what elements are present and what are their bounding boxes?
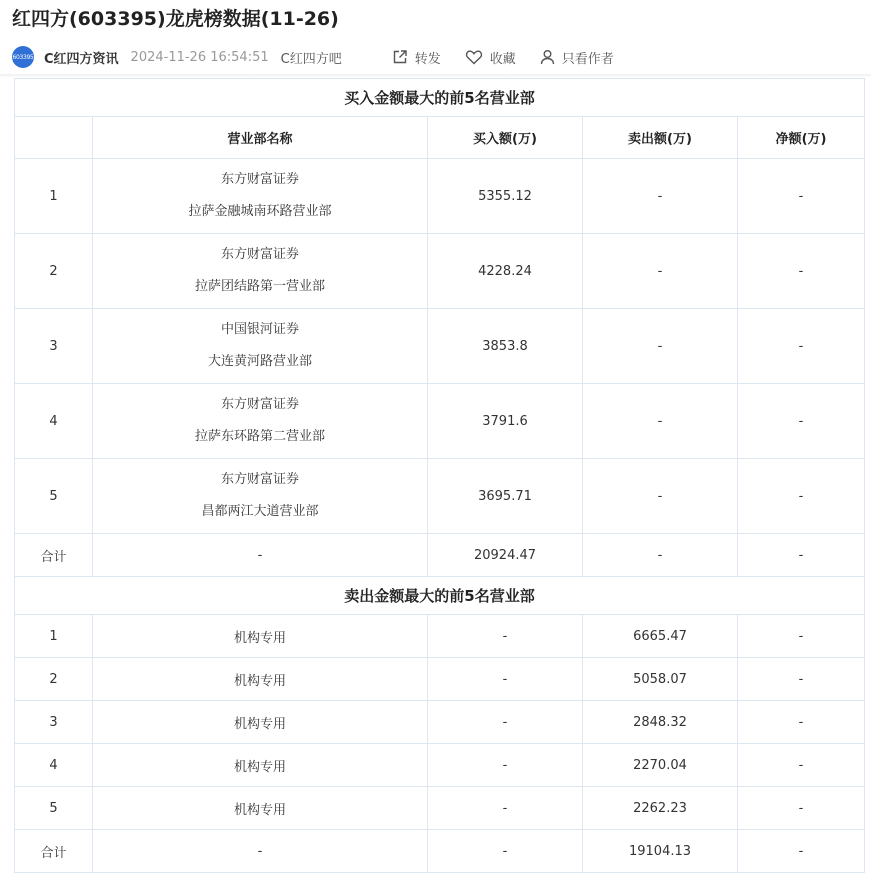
net-amount-cell: -: [738, 159, 865, 234]
sell-amount-cell: 2262.23: [583, 787, 738, 830]
net-amount-cell: -: [738, 744, 865, 787]
buy-section-title: 买入金额最大的前5名营业部: [15, 79, 865, 117]
branch-name: 昌都两江大道营业部: [201, 504, 319, 519]
broker-name: 东方财富证券: [220, 172, 299, 187]
post-time: 2024-11-26 16:54:51: [130, 49, 269, 65]
table-row: [15, 234, 865, 309]
share-icon: [392, 49, 408, 65]
broker-name: 东方财富证券: [220, 247, 299, 262]
branch-name: 拉萨团结路第一营业部: [194, 279, 325, 294]
header-buy-amount: 买入额(万): [428, 117, 583, 159]
header-rank: [15, 117, 93, 159]
buy-amount-cell: 5355.12: [428, 159, 583, 234]
total-label: 合计: [15, 830, 93, 873]
share-label: 转发: [414, 51, 441, 67]
rank-cell: 1: [15, 615, 93, 658]
header-sell-amount: 卖出额(万): [583, 117, 738, 159]
header-net-amount: 净额(万): [738, 117, 865, 159]
buy-amount-cell: -: [428, 787, 583, 830]
author-only-label: 只看作者: [561, 51, 614, 67]
broker-cell: [93, 384, 428, 459]
total-net-cell: -: [738, 830, 865, 873]
branch-name: 大连黄河路营业部: [207, 354, 312, 369]
buy-amount-cell: -: [428, 701, 583, 744]
table-row: [15, 744, 865, 787]
buy-amount-cell: -: [428, 744, 583, 787]
buy-total-row: [15, 534, 865, 577]
heart-icon: [465, 49, 483, 65]
table-row: [15, 309, 865, 384]
broker-name: 东方财富证券: [220, 397, 299, 412]
share-button[interactable]: [392, 48, 441, 67]
rank-cell: 3: [15, 701, 93, 744]
favorite-button[interactable]: [465, 48, 516, 67]
bar-link[interactable]: C红四方吧: [280, 51, 342, 67]
table-row: [15, 384, 865, 459]
total-sell-cell: 19104.13: [583, 830, 738, 873]
sell-section-title: 卖出金额最大的前5名营业部: [15, 577, 865, 615]
broker-cell: [93, 159, 428, 234]
buy-section-title-row: [15, 79, 865, 117]
table-row: [15, 787, 865, 830]
table-row: [15, 658, 865, 701]
sell-amount-cell: -: [583, 459, 738, 534]
rank-cell: 5: [15, 459, 93, 534]
header-broker-name: 营业部名称: [93, 117, 428, 159]
rank-cell: 2: [15, 234, 93, 309]
rank-cell: 3: [15, 309, 93, 384]
total-net-cell: -: [738, 534, 865, 577]
sell-amount-cell: 2270.04: [583, 744, 738, 787]
net-amount-cell: -: [738, 309, 865, 384]
table-header-row: [15, 117, 865, 159]
broker-cell: [93, 234, 428, 309]
broker-cell: 机构专用: [93, 787, 428, 830]
page-title: 红四方(603395)龙虎榜数据(11-26): [12, 8, 339, 30]
branch-name: 拉萨东环路第二营业部: [194, 429, 325, 444]
sell-amount-cell: -: [583, 159, 738, 234]
total-label: 合计: [15, 534, 93, 577]
net-amount-cell: -: [738, 234, 865, 309]
broker-cell: 机构专用: [93, 658, 428, 701]
net-amount-cell: -: [738, 459, 865, 534]
total-name-cell: -: [93, 534, 428, 577]
total-buy-cell: -: [428, 830, 583, 873]
buy-amount-cell: -: [428, 658, 583, 701]
total-buy-cell: 20924.47: [428, 534, 583, 577]
broker-cell: [93, 309, 428, 384]
branch-name: 拉萨金融城南环路营业部: [188, 204, 332, 219]
rank-cell: 4: [15, 384, 93, 459]
net-amount-cell: -: [738, 701, 865, 744]
sell-amount-cell: 6665.47: [583, 615, 738, 658]
broker-cell: [93, 459, 428, 534]
total-sell-cell: -: [583, 534, 738, 577]
rank-cell: 4: [15, 744, 93, 787]
broker-cell: 机构专用: [93, 615, 428, 658]
sell-amount-cell: -: [583, 234, 738, 309]
broker-cell: 机构专用: [93, 744, 428, 787]
sell-amount-cell: 5058.07: [583, 658, 738, 701]
table-row: [15, 159, 865, 234]
sell-total-row: [15, 830, 865, 873]
sell-amount-cell: -: [583, 309, 738, 384]
broker-name: 东方财富证券: [220, 472, 299, 487]
buy-amount-cell: 3791.6: [428, 384, 583, 459]
net-amount-cell: -: [738, 384, 865, 459]
author-name[interactable]: C红四方资讯: [44, 51, 119, 67]
total-name-cell: -: [93, 830, 428, 873]
sell-amount-cell: 2848.32: [583, 701, 738, 744]
table-row: [15, 701, 865, 744]
broker-cell: 机构专用: [93, 701, 428, 744]
table-row: [15, 459, 865, 534]
buy-amount-cell: -: [428, 615, 583, 658]
user-icon: [540, 49, 555, 65]
buy-amount-cell: 3695.71: [428, 459, 583, 534]
sell-amount-cell: -: [583, 384, 738, 459]
net-amount-cell: -: [738, 615, 865, 658]
buy-amount-cell: 3853.8: [428, 309, 583, 384]
author-only-button[interactable]: [540, 48, 614, 67]
net-amount-cell: -: [738, 787, 865, 830]
rank-cell: 2: [15, 658, 93, 701]
sell-section-title-row: [15, 577, 865, 615]
rank-cell: 1: [15, 159, 93, 234]
buy-amount-cell: 4228.24: [428, 234, 583, 309]
dragon-tiger-table: [14, 78, 865, 873]
net-amount-cell: -: [738, 658, 865, 701]
avatar[interactable]: 603395: [12, 46, 34, 68]
broker-name: 中国银河证券: [220, 322, 299, 337]
favorite-label: 收藏: [489, 51, 516, 67]
post-meta: [12, 44, 638, 70]
table-row: [15, 615, 865, 658]
rank-cell: 5: [15, 787, 93, 830]
